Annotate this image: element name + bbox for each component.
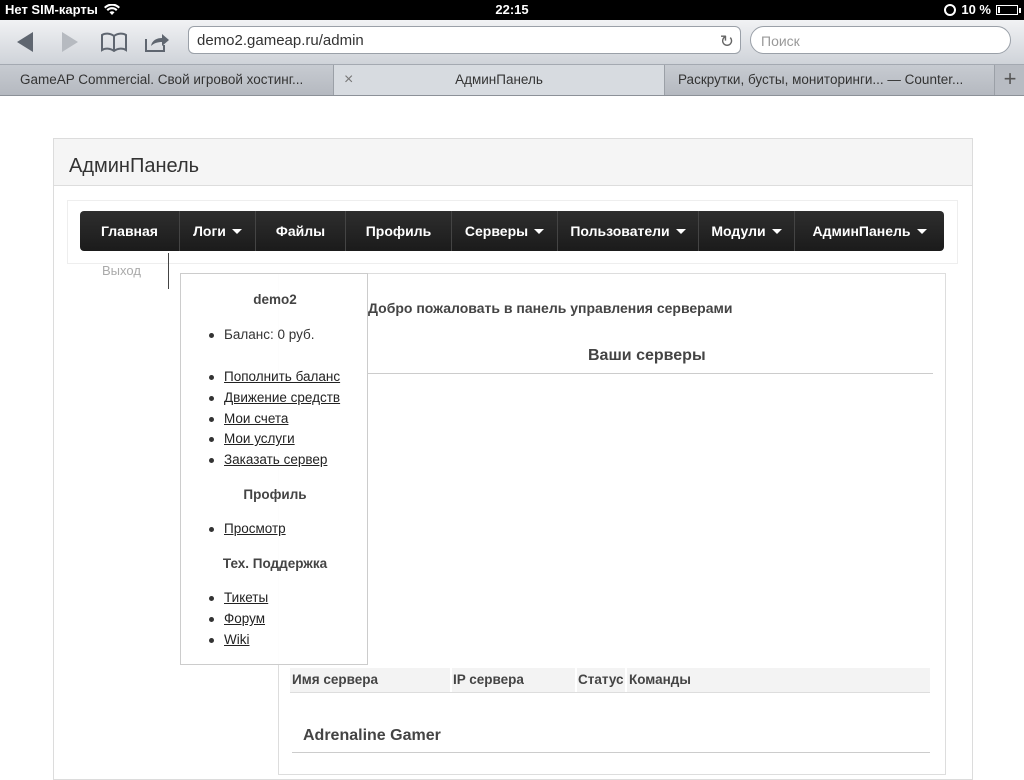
forward-button[interactable]	[56, 28, 84, 56]
bookmarks-button[interactable]	[100, 28, 128, 56]
main-nav	[80, 211, 944, 251]
bullet-icon	[209, 527, 214, 532]
share-button[interactable]	[143, 28, 171, 56]
support-heading: Тех. Поддержка	[222, 556, 328, 571]
column-divider	[625, 668, 627, 692]
nav-label: АдминПанель	[812, 223, 911, 239]
reload-icon[interactable]: ↻	[719, 32, 734, 51]
user-dropdown	[180, 273, 368, 665]
bullet-icon	[209, 396, 214, 401]
nav-label: Профиль	[365, 223, 432, 239]
caret-down-icon	[917, 229, 927, 234]
back-arrow-icon	[17, 32, 33, 52]
profile-heading: Профиль	[243, 487, 307, 502]
rotation-lock-icon	[944, 4, 956, 16]
servers-heading: Ваши серверы	[588, 347, 706, 364]
nav-home[interactable]	[80, 211, 180, 251]
server-group-title: Adrenaline Gamer	[303, 727, 441, 744]
bullet-icon	[209, 638, 214, 643]
link-transactions[interactable]: Движение средств	[224, 390, 341, 405]
link-topup[interactable]: Пополнить баланс	[224, 369, 341, 384]
bullet-icon	[209, 596, 214, 601]
col-status: Статус	[578, 672, 624, 687]
clock: 22:15	[495, 2, 529, 17]
bullet-icon	[209, 437, 214, 442]
col-server-name: Имя сервера	[292, 672, 378, 687]
link-tickets[interactable]: Тикеты	[224, 590, 269, 605]
welcome-text: Добро пожаловать в панель управления серверами	[368, 300, 733, 316]
caret-down-icon	[534, 229, 544, 234]
nav-logs[interactable]	[180, 211, 256, 251]
link-wiki[interactable]: Wiki	[224, 632, 250, 647]
nav-modules[interactable]	[699, 211, 795, 251]
browser-toolbar	[0, 20, 1024, 65]
column-divider	[575, 668, 577, 692]
col-server-ip: IP сервера	[453, 672, 524, 687]
share-icon	[144, 31, 170, 53]
address-bar[interactable]	[188, 26, 741, 54]
link-services[interactable]: Мои услуги	[224, 431, 295, 446]
servers-table-header	[290, 668, 930, 693]
username: demo2	[253, 292, 297, 307]
bullet-icon	[209, 375, 214, 380]
status-bar	[0, 0, 1024, 20]
caret-down-icon	[676, 229, 686, 234]
new-tab-button[interactable]: +	[994, 65, 1024, 95]
logout-link[interactable]: Выход	[102, 263, 141, 278]
balance-text: Баланс: 0 руб.	[224, 327, 315, 342]
column-divider	[450, 668, 452, 692]
back-button[interactable]	[11, 28, 39, 56]
tab-bar	[0, 65, 1024, 96]
book-icon	[101, 32, 127, 52]
bullet-icon	[209, 617, 214, 622]
forward-arrow-icon	[62, 32, 78, 52]
nav-label: Логи	[193, 223, 226, 239]
nav-profile[interactable]	[346, 211, 452, 251]
link-invoices[interactable]: Мои счета	[224, 411, 289, 426]
bullet-icon	[209, 333, 214, 338]
nav-label: Файлы	[275, 223, 326, 239]
caret-down-icon	[232, 229, 242, 234]
nav-label: Главная	[101, 223, 158, 239]
nav-users[interactable]	[558, 211, 699, 251]
battery-icon	[996, 5, 1018, 15]
carrier-label: Нет SIM-карты	[5, 2, 98, 17]
link-profile-view[interactable]: Просмотр	[224, 521, 286, 536]
link-order-server[interactable]: Заказать сервер	[224, 452, 328, 467]
tab-adminpanel[interactable]: АдминПанель	[334, 65, 664, 95]
nav-files[interactable]	[256, 211, 346, 251]
page-title: АдминПанель	[69, 155, 200, 177]
divider	[368, 373, 933, 374]
nav-adminpanel[interactable]	[795, 211, 944, 251]
caret-down-icon	[772, 229, 782, 234]
bullet-icon	[209, 458, 214, 463]
nav-label: Пользователи	[570, 223, 670, 239]
tab-gameap[interactable]: GameAP Commercial. Свой игровой хостинг...	[0, 65, 334, 95]
divider	[168, 253, 169, 289]
search-field[interactable]: Поиск	[750, 26, 1011, 54]
tab-counter[interactable]: Раскрутки, бусты, мониторинги... — Counter...	[664, 65, 994, 95]
nav-label: Модули	[711, 223, 766, 239]
divider	[292, 752, 930, 753]
nav-label: Серверы	[464, 223, 529, 239]
status-right	[944, 2, 1018, 17]
battery-percent: 10 %	[961, 2, 991, 17]
url-text: demo2.gameap.ru/admin	[197, 32, 364, 49]
close-tab-icon[interactable]: ×	[344, 71, 354, 88]
nav-servers[interactable]	[452, 211, 558, 251]
col-commands: Команды	[629, 672, 691, 687]
battery-level	[998, 7, 1000, 13]
link-forum[interactable]: Форум	[224, 611, 266, 626]
bullet-icon	[209, 417, 214, 422]
